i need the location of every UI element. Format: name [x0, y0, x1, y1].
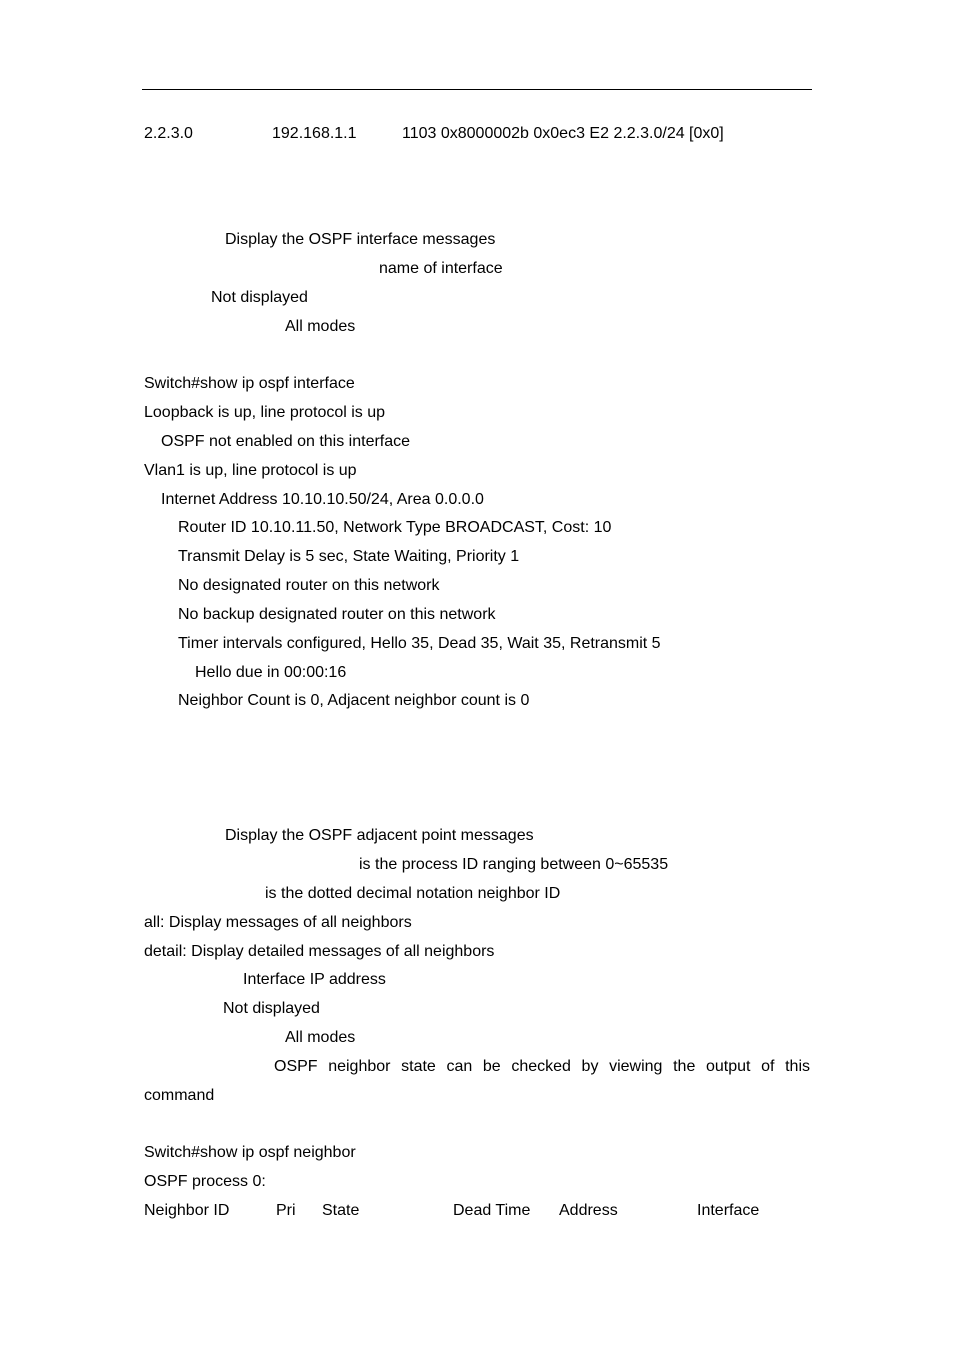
- neighbor-usage: OSPF neighbor state can be checked by viewing the output of this: [274, 1058, 810, 1075]
- example-line: Vlan1 is up, line protocol is up: [144, 462, 357, 479]
- example-line: Timer intervals configured, Hello 35, Dead 35, Wait 35, Retransmit 5: [178, 635, 661, 652]
- interface-parameter: name of interface: [379, 260, 503, 277]
- neighbor-param-all: all: Display messages of all neighbors: [144, 914, 412, 931]
- neighbor-mode: All modes: [285, 1029, 356, 1046]
- example-line: Transmit Delay is 5 sec, State Waiting, Priority 1: [178, 548, 520, 565]
- interface-mode: All modes: [285, 318, 356, 335]
- neighbor-param-detail: detail: Display detailed messages of all neighbors: [144, 943, 495, 960]
- neighbor-header-id: Neighbor ID: [144, 1202, 230, 1219]
- lsa-rest: 1103 0x8000002b 0x0ec3 E2 2.2.3.0/24 [0x0]: [402, 125, 724, 142]
- neighbor-example-process: OSPF process 0:: [144, 1173, 266, 1190]
- example-line: No designated router on this network: [178, 577, 440, 594]
- neighbor-default: Not displayed: [223, 1000, 320, 1017]
- example-line: No backup designated router on this network: [178, 606, 496, 623]
- header-rule: [142, 89, 812, 90]
- example-line: Hello due in 00:00:16: [195, 664, 347, 681]
- neighbor-header-pri: Pri: [276, 1202, 296, 1219]
- interface-function: Display the OSPF interface messages: [225, 231, 496, 248]
- example-line: OSPF not enabled on this interface: [161, 433, 411, 450]
- neighbor-param-id: is the dotted decimal notation neighbor ID: [265, 885, 561, 902]
- example-line: Internet Address 10.10.10.50/24, Area 0.0.0.0: [161, 491, 484, 508]
- neighbor-header-address: Address: [559, 1202, 618, 1219]
- neighbor-param-interface: Interface IP address: [243, 971, 386, 988]
- lsa-adv-router: 192.168.1.1: [272, 125, 357, 142]
- example-line: Neighbor Count is 0, Adjacent neighbor count is 0: [178, 692, 530, 709]
- neighbor-function: Display the OSPF adjacent point messages: [225, 827, 534, 844]
- example-line: Router ID 10.10.11.50, Network Type BROADCAST, Cost: 10: [178, 519, 612, 536]
- lsa-link-id: 2.2.3.0: [144, 125, 193, 142]
- neighbor-header-interface: Interface: [697, 1202, 760, 1219]
- neighbor-header-state: State: [322, 1202, 360, 1219]
- neighbor-param-process: is the process ID ranging between 0~65535: [359, 856, 669, 873]
- example-line: Loopback is up, line protocol is up: [144, 404, 386, 421]
- interface-default: Not displayed: [211, 289, 308, 306]
- neighbor-header-dead-time: Dead Time: [453, 1202, 531, 1219]
- neighbor-usage-cont: command: [144, 1087, 215, 1104]
- neighbor-example-command: Switch#show ip ospf neighbor: [144, 1144, 356, 1161]
- example-line: Switch#show ip ospf interface: [144, 375, 355, 392]
